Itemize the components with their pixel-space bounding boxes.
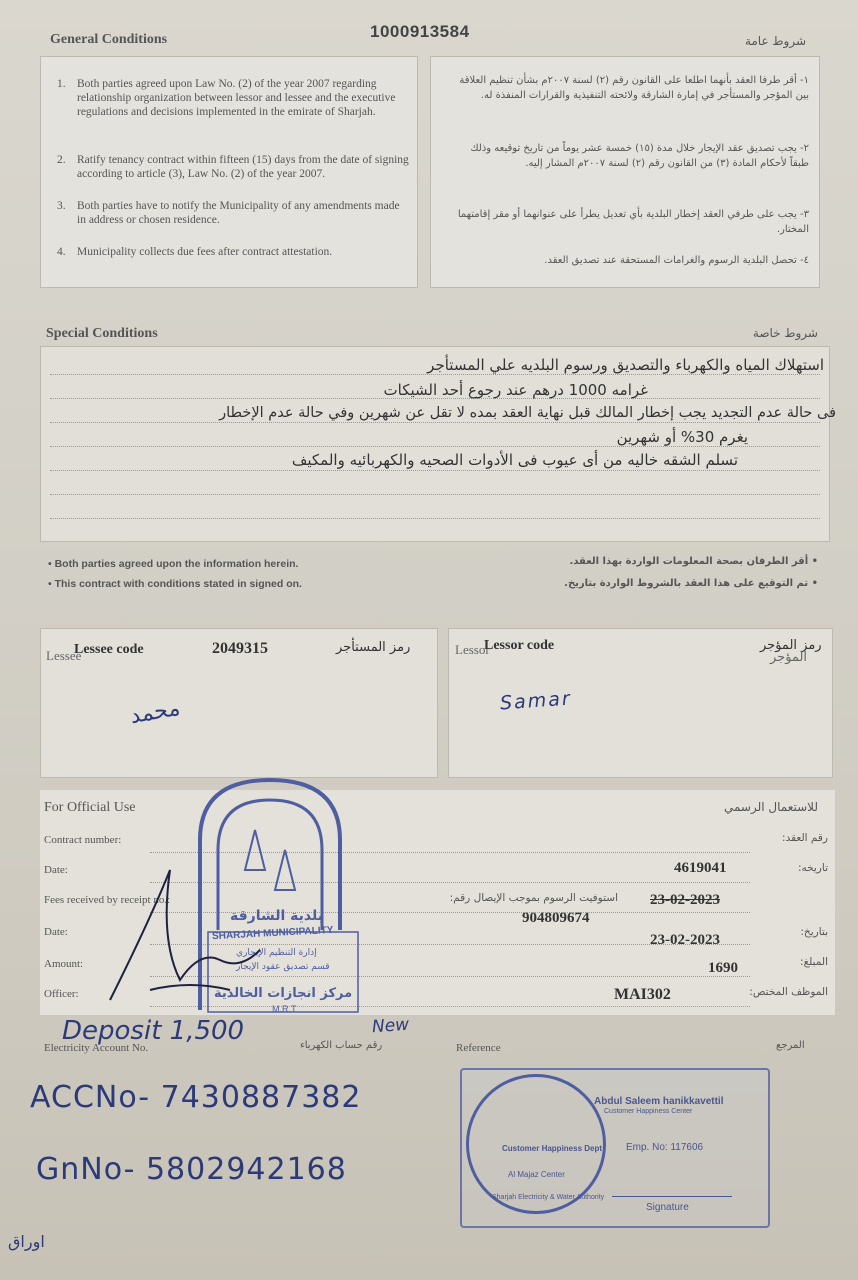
sewa-dept: Customer Happiness Dept [502,1144,603,1153]
special-line-3: فى حالة عدم التجديد يجب إخطار المالك قبل نهاية العقد بمده لا تقل عن شهرين وفي حالة عدم الإخطار [219,405,836,421]
sewa-emp-no: Emp. No: 117606 [626,1142,704,1153]
general-title-en: General Conditions [50,32,168,47]
lessor-label-ar-under: المؤجر [770,650,808,665]
rule-line [50,518,820,519]
officer-signature-icon [90,860,290,1010]
rule-line [50,374,820,375]
amount-label: Amount: [44,958,84,970]
fees-receipt-date: 23-02-2023 [650,892,720,908]
general-conditions-en [40,56,418,288]
ack-en-1: • Both parties agreed upon the information herein. [48,558,299,570]
lessor-code-label: Lessor code [484,638,555,653]
rule-line [50,446,820,447]
special-line-2: غرامه 1000 درهم عند رجوع أحد الشيكات [383,381,648,399]
reference-label: Reference [456,1042,501,1054]
date-label-ar: تاريخه: [797,862,828,874]
date-label: Date: [44,864,68,876]
fees-receipt-label-ar: استوفيت الرسوم بموجب الإيصال رقم: [449,892,618,904]
lessee-signature: ﻣﺤﻤﺪ [128,695,183,730]
gn-number-note: GnNo- 5802942168 [36,1152,347,1187]
official-title-ar: للاستعمال الرسمي [723,800,818,814]
ack-ar-2: • تم التوقيع على هذا العقد بالشروط الواردة بتاريخ. [564,578,818,589]
date-value: 4619041 [674,860,727,876]
general-conditions-ar [430,56,820,288]
footer-mark: اوراق [8,1232,45,1251]
general-ar-item-1: ١- أقر طرفا العقد بأنهما اطلعا على القانون رقم (٢) لسنة ٢٠٠٧م بشأن تنظيم العلاقة بين المؤجر والمستأجر في إمارة الشارقة ولائحته التنفيذية والقرارات المنفذة له. [459,75,809,101]
general-ar-item-3: ٣- يجب على طرفي العقد إخطار البلدية بأي تعديل يطرأ على عنوانهما أو مقر إقامتهما المختار. [457,209,809,235]
deposit-note: Deposit 1,500 [62,1016,245,1046]
rule-line [50,470,820,471]
lessor-signature: Samar [499,687,573,715]
receipt-date-value: 23-02-2023 [650,932,720,948]
receipt-number: 904809674 [522,910,590,926]
stamp-center: مركز انجازات الخالدية [214,986,353,1001]
signature-line [612,1196,732,1197]
special-line-4: يغرم 30% أو شهرين [616,428,748,446]
general-item-4: 4. Municipality collects due fees after contract attestation. [57,246,333,258]
special-title-ar: شروط خاصة [752,326,818,340]
sewa-center: Al Majaz Center [508,1170,565,1179]
new-note: New [371,1014,410,1038]
stamp-code: M.R.T [272,1004,297,1014]
officer-value: MAI302 [614,986,671,1003]
rule-line [50,422,820,423]
general-ar-item-2: ٢- يجب تصديق عقد الإيجار خلال مدة (١٥) خمسة عشر يوماً من تاريخ توقيعه وذلك طبقاً لأحكام المادة (٣) من القانون رقم (٢) لسنة ٢٠٠٧م المشار إليه. [470,143,809,169]
special-line-1: استهلاك المياه والكهرباء والتصديق ورسوم البلديه علي المستأجر [427,356,824,374]
sewa-name: Abdul Saleem hanikkavettil [594,1096,724,1107]
electricity-label-ar: رقم حساب الكهرباء [300,1040,383,1051]
receipt-date-label-ar: بتاريخ: [800,926,828,938]
special-line-5: تسلم الشقه خاليه من أى عيوب فى الأدوات الصحيه والكهربائيه والمكيف [291,451,738,469]
official-title-en: For Official Use [44,800,136,815]
fees-receipt-label: Fees received by receipt no.: [44,894,171,906]
general-item-2: 2. Ratify tenancy contract within fifteen (15) days from the date of signing according to article (3), Law No. (2) of the year 2007. [57,154,409,180]
amount-label-ar: المبلغ: [800,956,828,968]
lessor-label-under: Lessor [455,642,490,657]
lessee-label-under: Lessee [46,648,82,663]
lessor-label-ar: رمز المؤجر [760,638,822,653]
stamp-dept-2: قسم تصديق عقود الإيجار [236,962,330,972]
lessee-code: 2049315 [212,640,268,657]
ack-ar-1: • أقر الطرفان بصحة المعلومات الواردة بهذا العقد. [569,556,818,567]
general-item-1: 1. Both parties agreed upon Law No. (2) of the year 2007 regarding relationship organization between lessor and lessee and the executive regulations and decisions implemented in the emirate of Sharjah. [57,78,396,118]
officer-label: Officer: [44,988,79,1000]
amount-value: 1690 [708,960,738,976]
general-title-ar: شروط عامة [744,34,806,48]
general-item-3: 3. Both parties have to notify the Municipality of any amendments made in address or chosen residence. [57,200,400,226]
sewa-signature-label: Signature [646,1202,689,1213]
contract-number-label: Contract number: [44,834,122,846]
reference-label-ar: المرجع [776,1040,805,1051]
electricity-label: Electricity Account No. [44,1042,149,1054]
ack-en-2: • This contract with conditions stated in signed on. [48,578,302,590]
special-title-en: Special Conditions [46,326,158,341]
general-ar-item-4: ٤- تحصل البلدية الرسوم والغرامات المستحقة عند تصديق العقد. [544,255,809,266]
contract-number: 1000913584 [370,22,470,41]
contract-number-label-ar: رقم العقد: [782,832,828,844]
stamp-ar-name: بلدية الشارقة [230,908,323,924]
stamp-dept-1: إدارة التنظيم الإيجاري [236,948,317,958]
receipt-date-label: Date: [44,926,68,938]
lessee-label-ar: رمز المستأجر [336,640,411,655]
stamp-en-name: SHARJAH MUNICIPALITY [211,924,334,943]
account-number-note: ACCNo- 7430887382 [30,1080,362,1115]
officer-label-ar: الموظف المختص: [749,986,828,998]
lessee-code-label: Lessee code [74,642,144,657]
sewa-authority: Sharjah Electricity & Water Authority [492,1194,605,1201]
rule-line [50,494,820,495]
sewa-role: Customer Happiness Center [604,1108,693,1115]
